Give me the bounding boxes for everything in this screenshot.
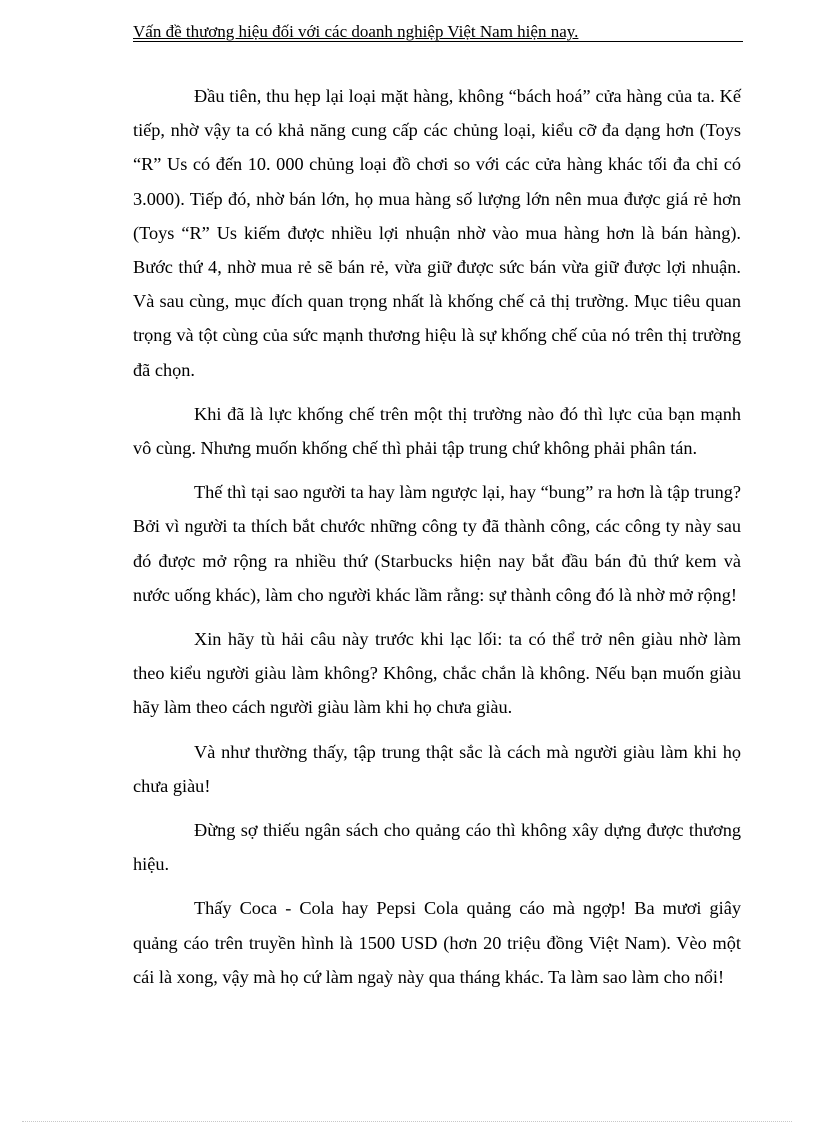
document-body — [133, 79, 741, 994]
page-bottom-border — [22, 1121, 792, 1122]
page-header — [133, 22, 743, 42]
paragraph-4: Xin hãy tù hải câu này trước khi lạc lối: ta có thể trở nên giàu nhờ làm theo kiểu người giàu làm không? Không, chắc chắn là không. Nếu bạn muốn giàu hãy làm theo cách người giàu làm khi họ chưa giàu. — [133, 629, 741, 718]
paragraph-7: Thấy Coca - Cola hay Pepsi Cola quảng cáo mà ngợp! Ba mươi giây quảng cáo trên truyền hình là 1500 USD (hơn 20 triệu đồng Việt Nam). Vèo một cái là xong, vậy mà họ cứ làm ngaỳ này qua tháng khác. Ta làm sao làm cho nổi! — [133, 898, 741, 987]
paragraph-6: Đừng sợ thiếu ngân sách cho quảng cáo thì không xây dựng được thương hiệu. — [133, 820, 741, 875]
paragraph-1: Đầu tiên, thu hẹp lại loại mặt hàng, không “bách hoá” cửa hàng của ta. Kế tiếp, nhờ vậy ta có khả năng cung cấp các chủng loại, kiểu cỡ đa dạng hơn (Toys “R” Us có đến 10. 000 chủng loại đồ chơi so với các cửa hàng khác tối đa chỉ có 3.000). Tiếp đó, nhờ bán lớn, họ mua hàng số lượng lớn nên mua được giá rẻ hơn (Toys “R” Us kiếm được nhiều lợi nhuận nhờ vào mua hàng hơn là bán hàng). Bước thứ 4, nhờ mua rẻ sẽ bán rẻ, vừa giữ được sức bán vừa giữ được lợi nhuận. Và sau cùng, mục đích quan trọng nhất là khống chế cả thị trường. Mục tiêu quan trọng và tột cùng của sức mạnh thương hiệu là sự khống chế của nó trên thị trường đã chọn. — [133, 86, 741, 380]
header-title: Vấn đề thương hiệu đối với các doanh nghiệp Việt Nam hiện nay. — [133, 22, 579, 41]
paragraph-3: Thế thì tại sao người ta hay làm ngược lại, hay “bung” ra hơn là tập trung? Bởi vì người ta thích bắt chước những công ty đã thành công, các công ty này sau đó được mở rộng ra nhiều thứ (Starbucks hiện nay bắt đầu bán đủ thứ kem và nước uống khác), làm cho người khác lầm rằng: sự thành công đó là nhờ mở rộng! — [133, 482, 741, 605]
paragraph-5: Và như thường thấy, tập trung thật sắc là cách mà người giàu làm khi họ chưa giàu! — [133, 741, 741, 796]
paragraph-2: Khi đã là lực khống chế trên một thị trường nào đó thì lực của bạn mạnh vô cùng. Nhưng muốn khống chế thì phải tập trung chứ không phải phân tán. — [133, 403, 741, 459]
